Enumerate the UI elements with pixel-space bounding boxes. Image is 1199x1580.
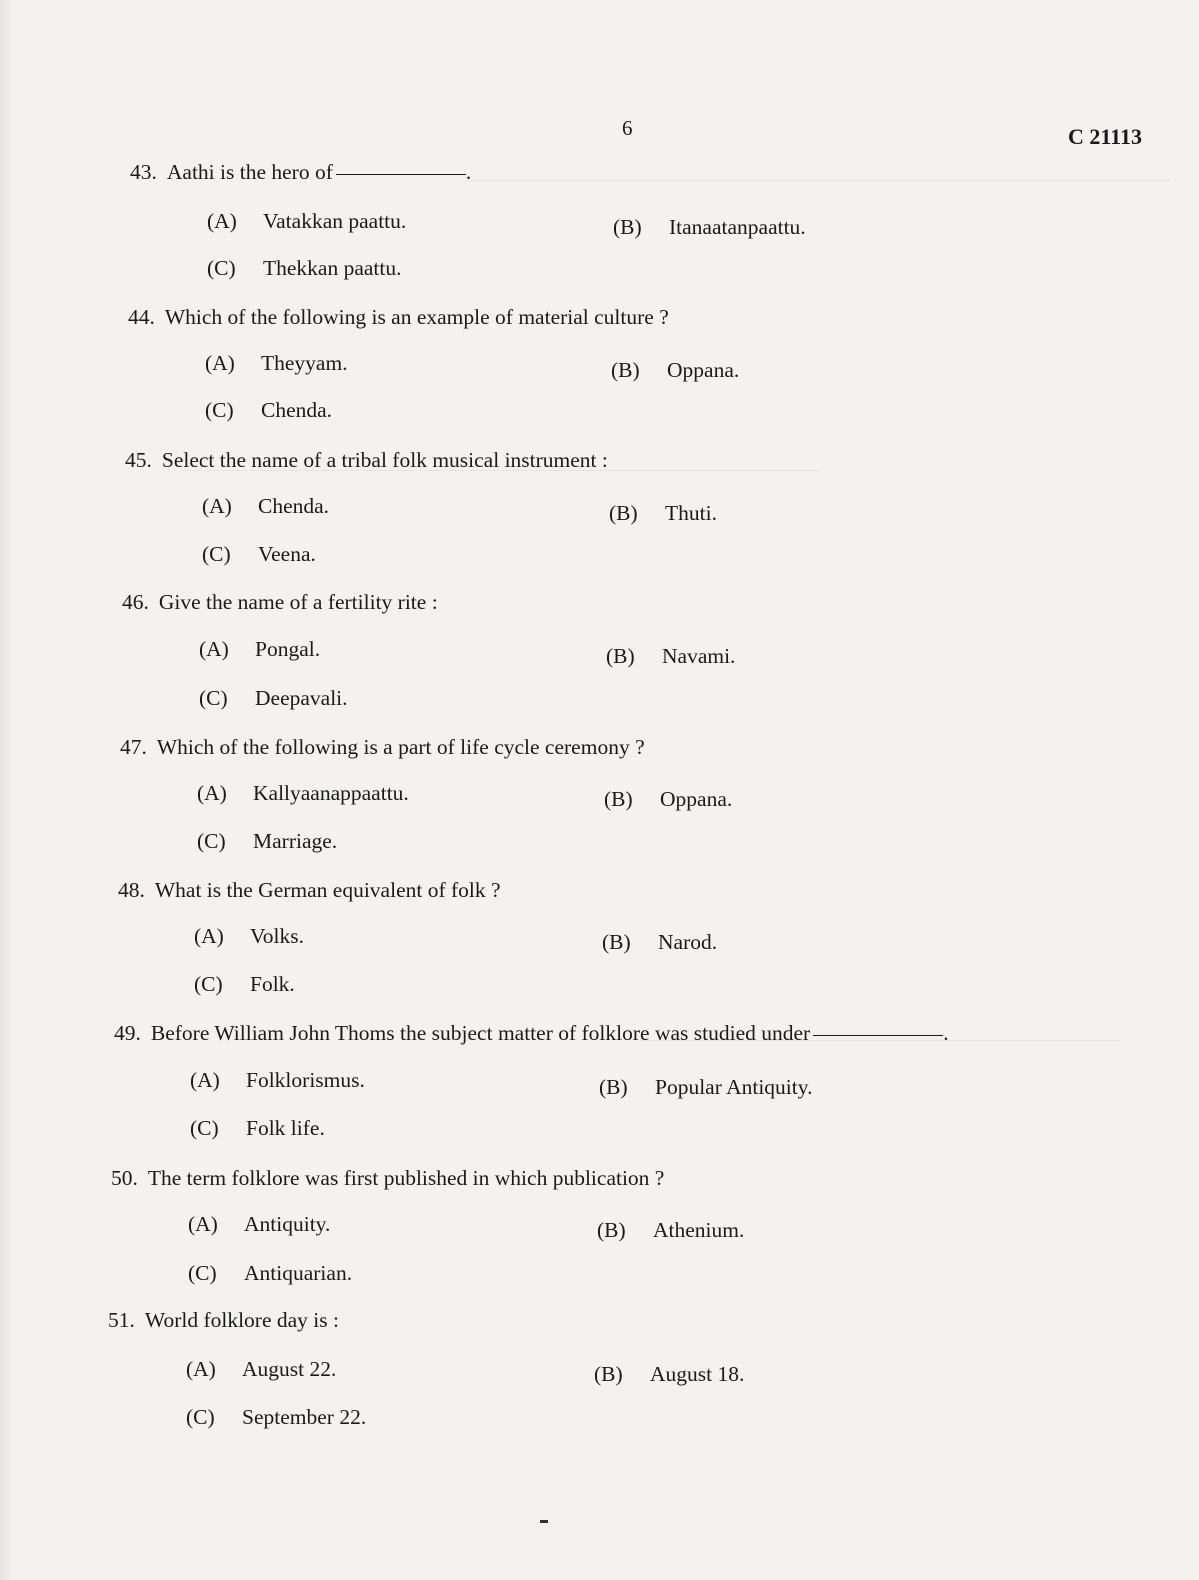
answer-blank xyxy=(813,1035,943,1036)
option-48-b xyxy=(602,930,717,955)
text: Kallyaanappaattu. xyxy=(253,781,409,805)
option-letter: (C) xyxy=(186,1405,215,1429)
footer-mark xyxy=(540,1520,548,1523)
option-letter: (C) xyxy=(194,972,223,996)
option-letter: (C) xyxy=(188,1261,217,1285)
option-47-b xyxy=(604,787,732,812)
option-letter: (B) xyxy=(602,930,631,954)
question-number: 45. xyxy=(125,448,152,472)
option-letter: (B) xyxy=(606,644,635,668)
option-45-c xyxy=(202,542,316,567)
option-letter: (B) xyxy=(604,787,633,811)
text: Vatakkan paattu. xyxy=(263,209,407,233)
question-43 xyxy=(130,160,471,185)
question-51 xyxy=(108,1308,339,1333)
option-46-b xyxy=(606,644,735,669)
option-letter: (C) xyxy=(202,542,231,566)
text: August 22. xyxy=(242,1357,337,1381)
option-letter: (C) xyxy=(197,829,226,853)
page-edge-shadow xyxy=(0,0,14,1580)
question-number: 50. xyxy=(111,1166,138,1190)
text: Folk life. xyxy=(246,1116,325,1140)
text: Athenium. xyxy=(653,1218,745,1242)
text: Narod. xyxy=(658,930,718,954)
question-number: 46. xyxy=(122,590,149,614)
option-51-b xyxy=(594,1362,744,1387)
option-45-b xyxy=(609,501,717,526)
page-number: 6 xyxy=(622,116,633,140)
question-45 xyxy=(125,448,608,473)
paper-code: C 21113 xyxy=(1068,124,1142,149)
question-number: 49. xyxy=(114,1021,141,1045)
question-47 xyxy=(120,735,645,760)
text: Theyyam. xyxy=(261,351,348,375)
option-letter: (B) xyxy=(611,358,640,382)
text: August 18. xyxy=(650,1362,745,1386)
text: September 22. xyxy=(242,1405,367,1429)
text: Select the name of a tribal folk musical instrument : xyxy=(161,448,608,472)
option-letter: (A) xyxy=(197,781,227,805)
option-45-a xyxy=(202,494,329,519)
option-letter: (B) xyxy=(597,1218,626,1242)
option-49-c xyxy=(190,1116,325,1141)
text: Itanaatanpaattu. xyxy=(669,215,806,239)
text: Navami. xyxy=(662,644,736,668)
option-48-c xyxy=(194,972,295,997)
text: Chenda. xyxy=(261,398,333,422)
text: Which of the following is an example of material culture ? xyxy=(164,305,669,329)
text: Pongal. xyxy=(255,637,321,661)
option-letter: (B) xyxy=(599,1075,628,1099)
option-50-a xyxy=(188,1212,330,1237)
option-46-a xyxy=(199,637,320,662)
question-46 xyxy=(122,590,438,615)
text: What is the German equivalent of folk ? xyxy=(154,878,501,902)
text: The term folklore was first published in which publication ? xyxy=(147,1166,665,1190)
text: Thekkan paattu. xyxy=(263,256,402,280)
option-51-c xyxy=(186,1405,366,1430)
question-number: 44. xyxy=(128,305,155,329)
question-text: Aathi is the hero of xyxy=(166,160,333,184)
text: Deepavali. xyxy=(255,686,348,710)
text: Volks. xyxy=(250,924,304,948)
text: . xyxy=(465,160,472,184)
option-letter: (C) xyxy=(207,256,236,280)
option-50-b xyxy=(597,1218,744,1243)
text: Folklorismus. xyxy=(246,1068,365,1092)
option-44-b xyxy=(611,358,739,383)
text: Chenda. xyxy=(258,494,330,518)
option-43-a xyxy=(207,209,406,234)
text: . xyxy=(943,1021,949,1045)
option-letter: (B) xyxy=(594,1362,623,1386)
option-49-b xyxy=(599,1075,812,1100)
option-letter: (C) xyxy=(199,686,228,710)
question-number: 48. xyxy=(118,878,145,902)
option-43-c xyxy=(207,256,402,281)
question-48 xyxy=(118,878,501,903)
text: Antiquarian. xyxy=(244,1261,353,1285)
question-44 xyxy=(128,305,669,330)
option-letter: (C) xyxy=(205,398,234,422)
text: Oppana. xyxy=(660,787,733,811)
option-49-a xyxy=(190,1068,365,1093)
question-number: 47. xyxy=(120,735,147,759)
option-letter: (A) xyxy=(188,1212,218,1236)
option-letter: (B) xyxy=(613,215,642,239)
option-47-c xyxy=(197,829,337,854)
text: Before William John Thoms the subject matter of folklore was studied under xyxy=(150,1021,811,1045)
text: Give the name of a fertility rite : xyxy=(158,590,438,614)
question-number: 51. xyxy=(108,1308,135,1332)
option-letter: (A) xyxy=(199,637,229,661)
question-50 xyxy=(111,1166,664,1191)
option-letter: (A) xyxy=(194,924,224,948)
text: Popular Antiquity. xyxy=(655,1075,813,1099)
option-letter: (C) xyxy=(190,1116,219,1140)
text: World folklore day is : xyxy=(144,1308,339,1332)
text: Marriage. xyxy=(253,829,338,853)
answer-blank xyxy=(336,174,466,175)
option-44-a xyxy=(205,351,348,376)
option-letter: (A) xyxy=(186,1357,216,1381)
text: Veena. xyxy=(258,542,316,566)
option-letter: (A) xyxy=(205,351,235,375)
option-43-b xyxy=(613,215,806,240)
text: Which of the following is a part of life cycle ceremony ? xyxy=(156,735,645,759)
text: Thuti. xyxy=(665,501,717,525)
option-50-c xyxy=(188,1261,352,1286)
question-number: 43. xyxy=(130,160,157,184)
text: Oppana. xyxy=(667,358,740,382)
option-letter: (B) xyxy=(609,501,638,525)
option-51-a xyxy=(186,1357,336,1382)
option-48-a xyxy=(194,924,304,949)
option-46-c xyxy=(199,686,348,711)
option-letter: (A) xyxy=(207,209,237,233)
option-44-c xyxy=(205,398,332,423)
question-49 xyxy=(114,1021,949,1046)
text: Folk. xyxy=(250,972,295,996)
text: Antiquity. xyxy=(244,1212,331,1236)
option-47-a xyxy=(197,781,409,806)
option-letter: (A) xyxy=(202,494,232,518)
option-letter: (A) xyxy=(190,1068,220,1092)
